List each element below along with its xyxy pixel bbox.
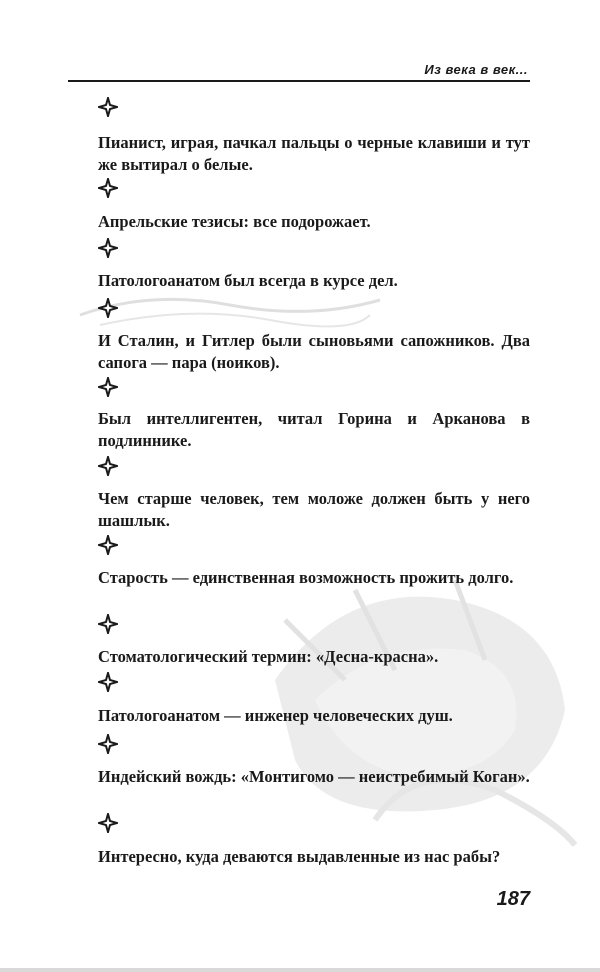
joke-text: Был интеллигентен, читал Горина и Арканова в подлиннике. [98,409,530,450]
star-separator-icon [98,97,118,117]
joke-text: Патологоанатом был всегда в курсе дел. [98,271,398,290]
joke-entry [98,270,530,292]
star-separator-icon [98,238,118,258]
star-separator-icon [98,298,118,318]
joke-entry [98,846,530,868]
star-separator-icon [98,377,118,397]
joke-entry [98,330,530,374]
joke-text: Интересно, куда деваются выдавленные из нас рабы? [98,847,501,866]
joke-entry [98,488,530,532]
joke-entry [98,646,530,668]
joke-entry [98,705,530,727]
star-separator-icon [98,734,118,754]
joke-text: И Сталин, и Гитлер были сыновьями сапожников. Два сапога — пара (ноиков). [98,331,530,372]
joke-entry [98,211,530,233]
joke-entry [98,567,530,589]
joke-text: Патологоанатом — инженер человеческих душ. [98,706,453,725]
joke-text: Индейский вождь: «Монтигомо — неистребимый Коган». [98,767,530,786]
star-separator-icon [98,456,118,476]
star-separator-icon [98,672,118,692]
joke-text: Апрельские тезисы: все подорожает. [98,212,371,231]
header-divider [68,80,530,82]
joke-entry [98,408,530,452]
star-separator-icon [98,813,118,833]
page-bottom-edge [0,968,600,972]
joke-text: Чем старше человек, тем моложе должен быть у него шашлык. [98,489,530,530]
star-separator-icon [98,535,118,555]
joke-text: Стоматологический термин: «Десна-красна». [98,647,439,666]
page-number: 187 [496,888,530,910]
joke-text: Старость — единственная возможность прожить долго. [98,568,514,587]
background-illustration-top [70,285,390,335]
joke-entry [98,132,530,176]
running-header: Из века в век... [424,62,528,77]
joke-entry [98,766,530,788]
star-separator-icon [98,178,118,198]
star-separator-icon [98,614,118,634]
joke-text: Пианист, играя, пачкал пальцы о черные клавиши и тут же вытирал о белые. [98,133,530,174]
